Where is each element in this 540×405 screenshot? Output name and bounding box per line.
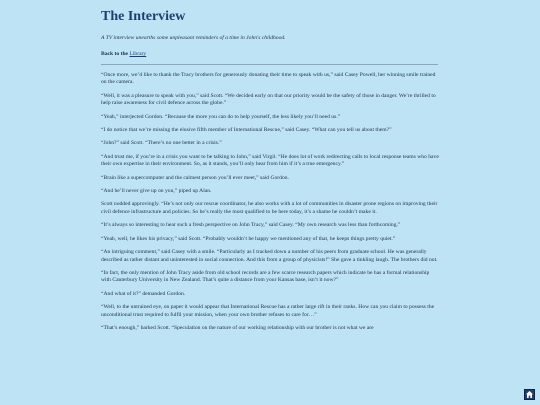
story-paragraph: “Well, it was a pleasure to speak with you,” said Scott. “We decided early on that our priority would be the safety of those in danger. We’re thrilled to help raise awareness for civil defence across the globe.” xyxy=(101,92,436,107)
story-paragraph: “And what of it?” demanded Gordon. xyxy=(101,290,186,297)
story-paragraph: “Yeah, well, he likes his privacy,” said Scott. “Probably wouldn’t be happy we mentioned any of that, he keeps things pretty quiet.” xyxy=(101,235,396,242)
story-paragraph: “In fact, the only mention of John Tracy aside from old school records are a few scarce research papers which indicate he has a formal relationship with Canterbury University in New Zealand. That’s quite a distance from your Kansas base, isn’t it now?” xyxy=(101,269,430,284)
story-paragraph: “Yeah,” interjected Gordon. “Because the more you can do to help yourself, the less likely you’ll need us.” xyxy=(101,113,341,120)
story-summary: A TV interview unearths some unpleasant reminders of a time in John's childhood. xyxy=(101,35,286,41)
story-paragraph: Scott nodded approvingly. “He’s not only our rescue coordinator, he also works with a lot of communities in disaster prone regions on improving their civil defence infrastructure and policies. So he’s really the most qualified to be here today, it’s a shame he couldn’t make it. xyxy=(101,201,438,215)
story-paragraph: “An intriguing comment,” said Casey with a smile. “Particularly as I tracked down a number of his peers from graduate school. He was generally described as rather distant and uninterested in social connection. And this from a group of physicists!” She gave a tinkling laugh. The brothers did not. xyxy=(101,249,438,263)
back-prefix: Back to the xyxy=(101,51,129,57)
story-paragraph: “Once more, we’d like to thank the Tracy brothers for generously donating their time to speak with us,” said Casey Powell, her winning smile trained on the camera. xyxy=(101,72,436,86)
story-paragraph: “And he’ll never give up on you,” piped up Alan. xyxy=(101,188,212,195)
story-paragraph: “Brain like a supercomputer and the calmest person you’ll ever meet,” said Gordon. xyxy=(101,174,289,181)
home-icon xyxy=(525,390,534,399)
story-paragraph: “Well, to the untrained eye, on paper it would appear that International Rescue has a rather large rift in their ranks. How can you claim to possess the unconditional trust required to fulfil your mission, when your own brother refuses to care for…” xyxy=(101,304,435,318)
page-title: The Interview xyxy=(101,9,186,24)
story-paragraph: “That’s enough,” barked Scott. “Speculation on the nature of our working relationship with our brother is not what we are xyxy=(101,324,374,331)
home-button[interactable] xyxy=(524,389,535,400)
story-paragraph: “And trust me, if you’re in a crisis you want to be talking to John,” said Virgil. “He does lot of work redirecting calls to local response teams who have their own expertise in their environment. So, as it stands, you’ll only hear from him if it’s a true emergency.” xyxy=(101,153,439,168)
divider xyxy=(101,64,438,65)
story-body xyxy=(101,72,439,332)
library-link[interactable]: Library xyxy=(129,51,147,57)
story-paragraph: “John?” said Scott. “There’s no one better in a crisis.” xyxy=(101,140,222,147)
story-paragraph: “It’s always so interesting to hear such a fresh perspective on John Tracy,” said Casey. “My own research was less than forthcoming.” xyxy=(101,222,401,229)
back-to-library xyxy=(101,51,439,58)
story-paragraph: “I do notice that we’re missing the elusive fifth member of International Rescue,” said Casey. “What can you tell us about them?” xyxy=(101,127,392,134)
story-page xyxy=(101,8,439,338)
